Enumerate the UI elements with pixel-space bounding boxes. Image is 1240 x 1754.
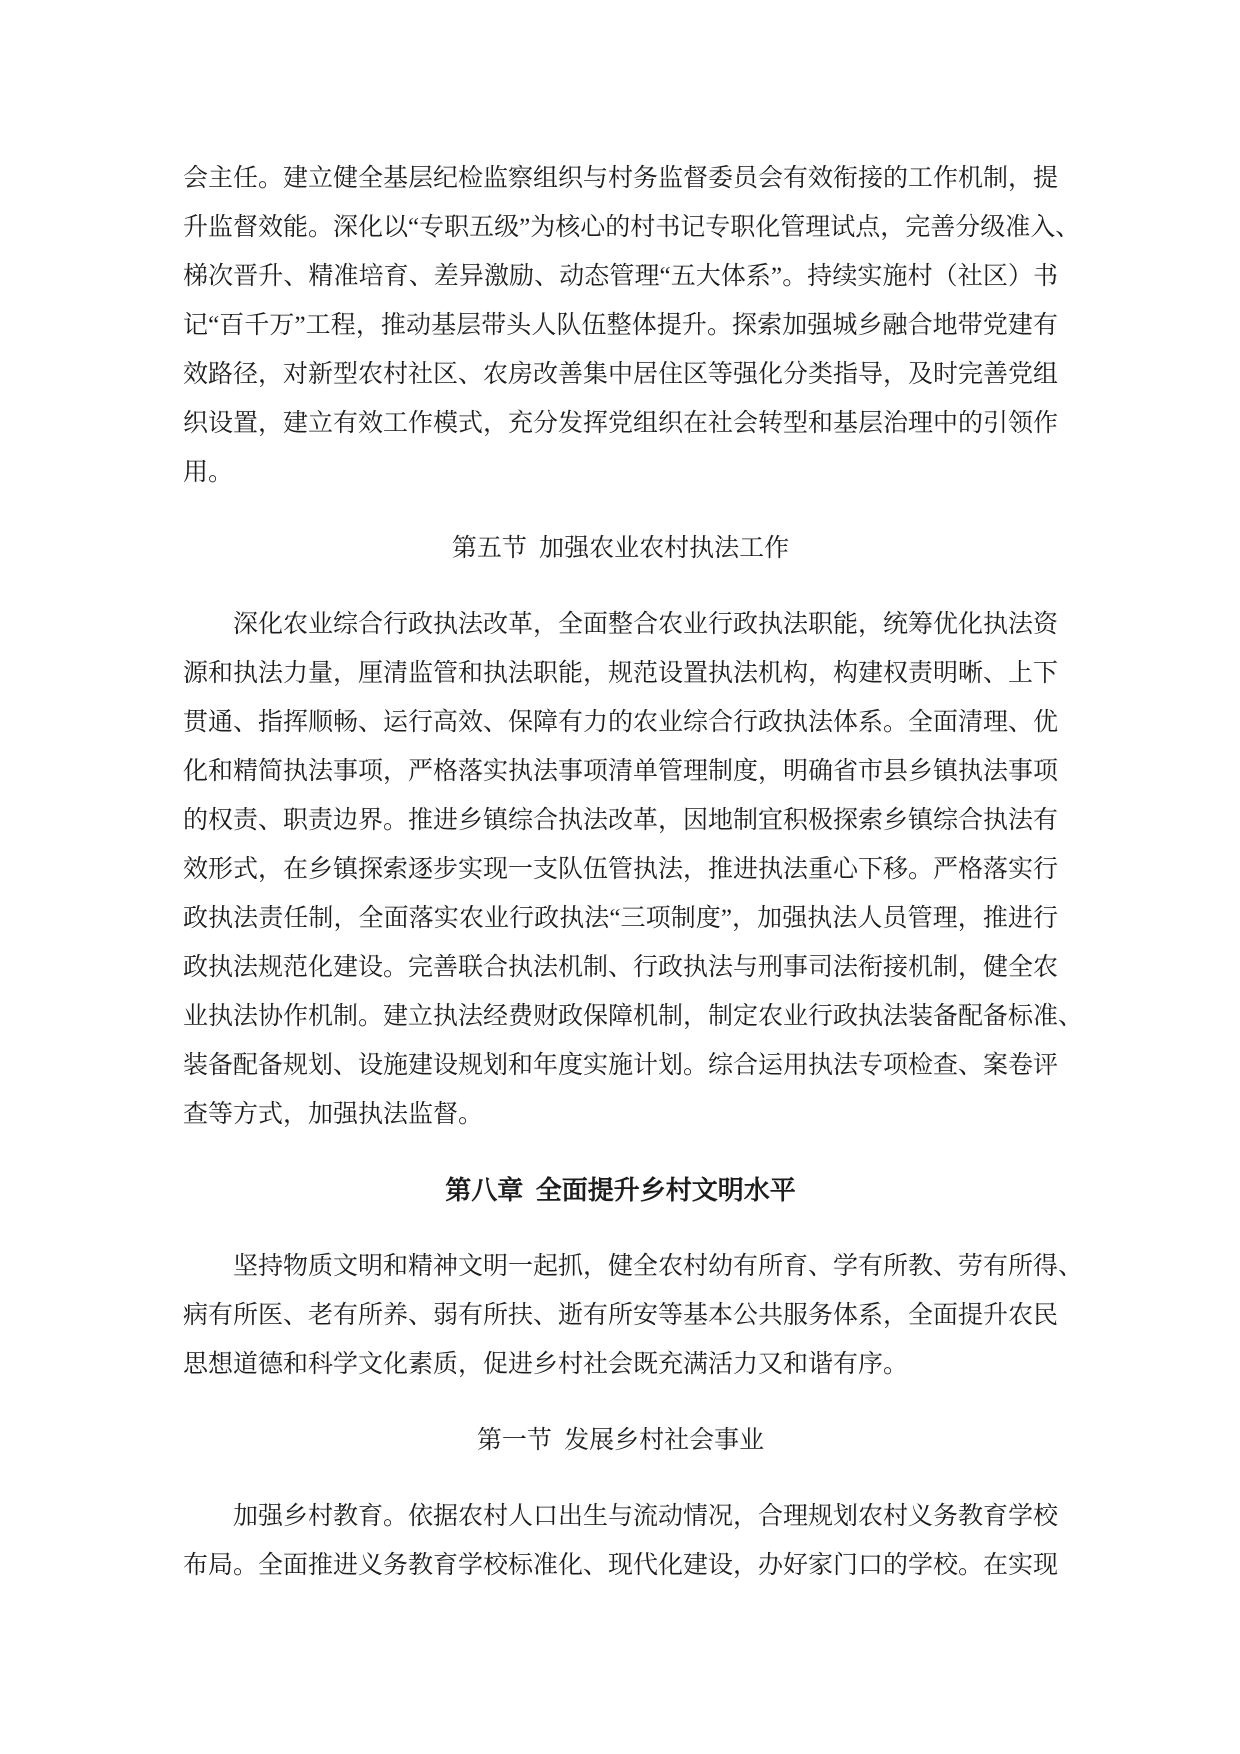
paragraph-law-enforcement xyxy=(183,600,1084,1139)
text-line: 布局。全面推进义务教育学校标准化、现代化建设，办好家门口的学校。在实现 xyxy=(183,1552,1059,1579)
text-line: 业执法协作机制。建立执法经费财政保障机制，制定农业行政执法装备配备标准、 xyxy=(183,1003,1084,1030)
text-line: 政执法规范化建设。完善联合执法机制、行政执法与刑事司法衔接机制，健全农 xyxy=(183,954,1059,981)
chapter-heading-8: 第八章 全面提升乡村文明水平 xyxy=(445,1176,796,1205)
section-heading-8-1: 第一节 发展乡村社会事业 xyxy=(476,1427,765,1454)
text-line: 会主任。建立健全基层纪检监察组织与村务监督委员会有效衔接的工作机制，提 xyxy=(183,165,1059,192)
text-line: 加强乡村教育。依据农村人口出生与流动情况，合理规划农村义务教育学校 xyxy=(233,1503,1059,1530)
text-line: 政执法责任制，全面落实农业行政执法“三项制度”，加强执法人员管理，推进行 xyxy=(183,905,1058,932)
text-line: 查等方式，加强执法监督。 xyxy=(183,1101,484,1128)
section-heading-5: 第五节 加强农业农村执法工作 xyxy=(451,535,790,562)
text-line: 效形式，在乡镇探索逐步实现一支队伍管执法，推进执法重心下移。严格落实行 xyxy=(183,856,1059,883)
text-line: 化和精简执法事项，严格落实执法事项清单管理制度，明确省市县乡镇执法事项 xyxy=(183,758,1059,785)
text-line: 效路径，对新型农村社区、农房改善集中居住区等强化分类指导，及时完善党组 xyxy=(183,361,1059,388)
text-line: 升监督效能。深化以“专职五级”为核心的村书记专职化管理试点，完善分级准入、 xyxy=(183,214,1081,241)
paragraph-civilization-overview xyxy=(183,1242,1084,1389)
text-line: 的权责、职责边界。推进乡镇综合执法改革，因地制宜积极探索乡镇综合执法有 xyxy=(183,807,1059,834)
text-line: 用。 xyxy=(183,459,234,486)
text-line: 源和执法力量，厘清监管和执法职能，规范设置执法机构，构建权责明晰、上下 xyxy=(183,660,1059,687)
text-line: 思想道德和科学文化素质，促进乡村社会既充满活力又和谐有序。 xyxy=(183,1351,909,1378)
text-line: 记“百千万”工程，推动基层带头人队伍整体提升。探索加强城乡融合地带党建有 xyxy=(183,312,1058,339)
paragraph-continuation-party-building xyxy=(183,154,1081,497)
text-line: 贯通、指挥顺畅、运行高效、保障有力的农业综合行政执法体系。全面清理、优 xyxy=(183,709,1059,736)
text-line: 病有所医、老有所养、弱有所扶、逝有所安等基本公共服务体系，全面提升农民 xyxy=(183,1302,1059,1329)
text-line: 梯次晋升、精准培育、差异激励、动态管理“五大体系”。持续实施村（社区）书 xyxy=(183,263,1058,290)
text-line: 深化农业综合行政执法改革，全面整合农业行政执法职能，统筹优化执法资 xyxy=(233,611,1059,638)
text-line: 织设置，建立有效工作模式，充分发挥党组织在社会转型和基层治理中的引领作 xyxy=(183,410,1059,437)
text-line: 坚持物质文明和精神文明一起抓，健全农村幼有所育、学有所教、劳有所得、 xyxy=(233,1253,1084,1280)
document-body xyxy=(183,154,1084,1590)
text-line: 装备配备规划、设施建设规划和年度实施计划。综合运用执法专项检查、案卷评 xyxy=(183,1052,1059,1079)
paragraph-rural-education xyxy=(183,1492,1058,1590)
